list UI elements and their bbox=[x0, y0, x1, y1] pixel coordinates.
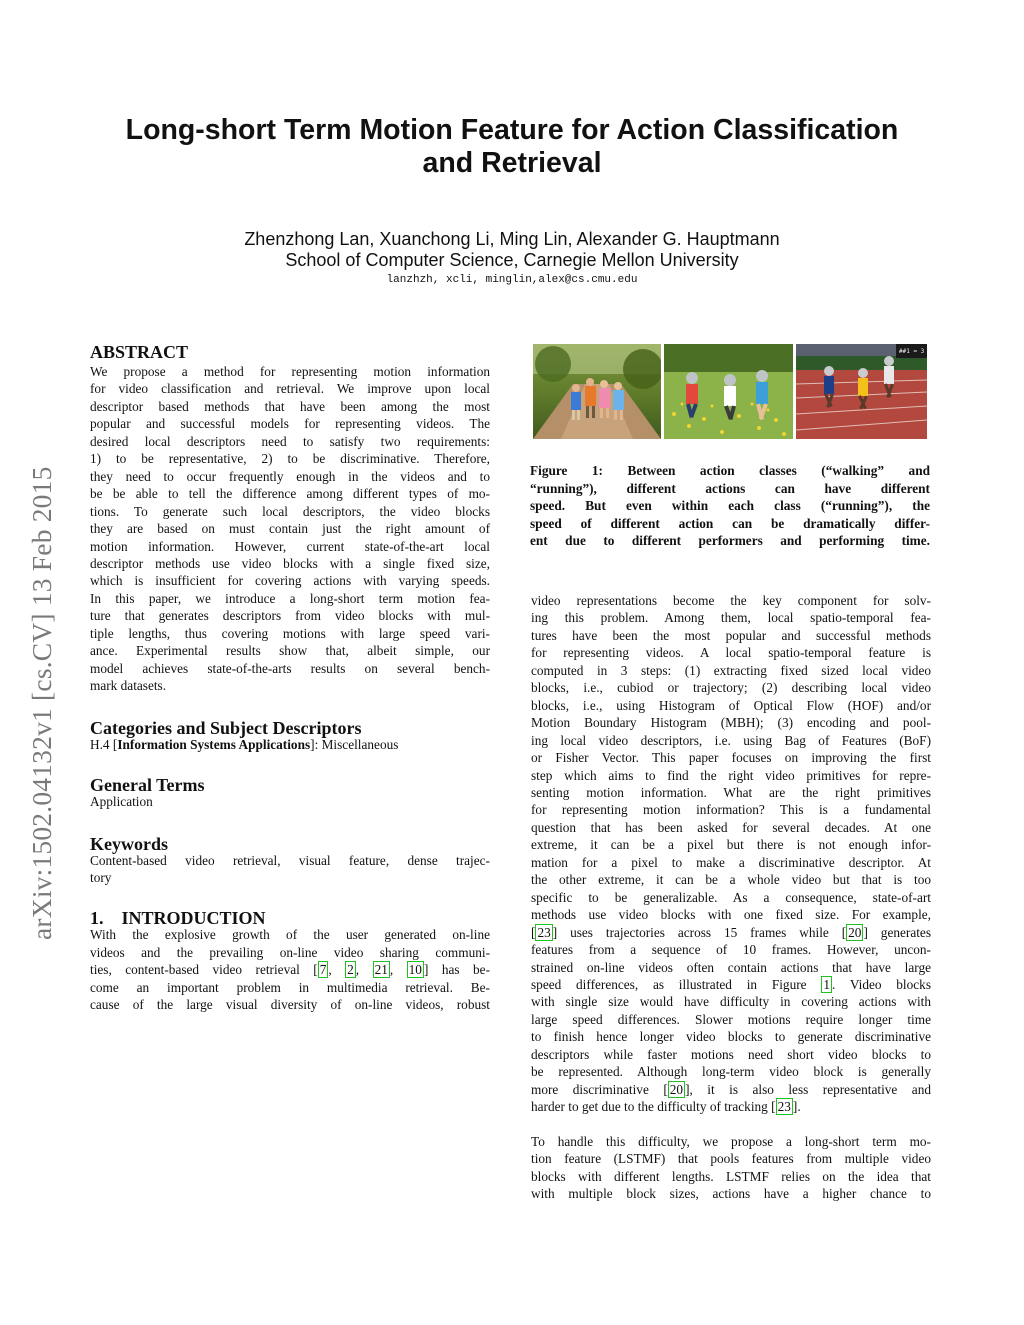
body-line: for representing motion information? This is a fundamental bbox=[531, 802, 931, 818]
affiliation: School of Computer Science, Carnegie Mellon University bbox=[285, 250, 739, 270]
citation-link[interactable]: 23 bbox=[777, 1099, 791, 1115]
abstract-line: In this paper, we introduce a long-short term motion fea- bbox=[90, 590, 490, 606]
figure-1 bbox=[533, 344, 927, 439]
arxiv-identifier: arXiv:1502.04132v1 [cs.CV] 13 Feb 2015 bbox=[26, 466, 57, 940]
figure-panel-running-field bbox=[664, 344, 793, 439]
abstract-line: desired local descriptors need to satisfy two requirements: bbox=[90, 433, 490, 449]
title-line-2: and Retrieval bbox=[422, 147, 602, 179]
walking-children-image bbox=[533, 344, 661, 439]
citation-link[interactable]: 23 bbox=[537, 924, 551, 940]
introduction-heading: 1. INTRODUCTION bbox=[90, 908, 266, 929]
abstract-heading: ABSTRACT bbox=[90, 342, 189, 362]
scoreboard-text: ##1 = 3 bbox=[899, 348, 925, 355]
body-line: large speed differences. Slower motions require longer time bbox=[531, 1011, 931, 1027]
citation-link[interactable]: 20 bbox=[848, 924, 862, 940]
abstract-line: model achieves state-of-the-arts results on several bench- bbox=[90, 660, 490, 676]
abstract-line: descriptor methods use video blocks with a single fixed size, bbox=[90, 555, 490, 571]
left-column bbox=[90, 344, 490, 1014]
body-line: video representations become the key component for solv- bbox=[531, 593, 931, 608]
body-line: harder to get due to the difficulty of tracking [ 23 ]. bbox=[531, 1099, 801, 1115]
caption-line: speed of different action can be dramatically differ- bbox=[530, 515, 930, 531]
running-track-image bbox=[796, 344, 927, 439]
intro-line: With the explosive growth of the user generated on-line bbox=[90, 927, 490, 943]
abstract-line: for video classification and retrieval. We improve upon local bbox=[90, 381, 490, 397]
caption-line: Figure 1: Between action classes (“walking” and bbox=[530, 463, 930, 478]
body-line: the other extreme, it can be a whole video but that is too bbox=[531, 872, 931, 888]
citation-link[interactable]: 20 bbox=[669, 1081, 684, 1097]
body-line: more discriminative [ 20 ], it is also less representative and bbox=[531, 1081, 931, 1097]
abstract-line: We propose a method for representing motion information bbox=[90, 364, 490, 379]
body-line: with single size would have difficulty in covering actions with bbox=[531, 994, 931, 1010]
body-line: or Fisher Vector. This paper focuses on improving the first bbox=[531, 750, 931, 766]
body-line: tion feature (LSTMF) that pools features from multiple video bbox=[531, 1151, 931, 1167]
intro-line: come an important problem in multimedia retrieval. Be- bbox=[90, 979, 490, 995]
body-line: tures have been the most popular and successful methods bbox=[531, 627, 931, 643]
abstract-line: 1) to be representative, 2) to be discriminative. Therefore, bbox=[90, 451, 490, 467]
keywords-line: tory bbox=[90, 869, 112, 885]
figure-panel-running-track bbox=[796, 344, 927, 439]
citation-link[interactable]: 2 bbox=[347, 962, 354, 978]
abstract-line: tiple lengths, thus covering motions with large speed vari- bbox=[90, 625, 490, 641]
abstract-line: ance. Experimental results show that, albeit simple, our bbox=[90, 643, 490, 659]
body-line: for representing videos. A local spatio-temporal feature is bbox=[531, 645, 931, 661]
running-field-image bbox=[664, 344, 793, 439]
body-line: blocks, i.e., using Histogram of Optical Flow (HOF) and/or bbox=[531, 697, 931, 713]
abstract-line: mark datasets. bbox=[90, 678, 167, 694]
body-line: features from a sequence of 10 frames. However, uncon- bbox=[531, 942, 931, 958]
body-line: speed differences, as illustrated in Figure 1 . Video blocks bbox=[531, 976, 931, 992]
author-emails: lanzhzh, xcli, minglin,alex@cs.cmu.edu bbox=[386, 274, 638, 286]
abstract-line: they are based on must contain just the right amount of bbox=[90, 521, 490, 537]
body-line: strained on-line videos often contain actions that have large bbox=[531, 959, 931, 975]
body-line: senting motion information. What are the right primitives bbox=[531, 784, 931, 800]
body-line: Motion Boundary Histogram (MBH); (3) encoding and pool- bbox=[531, 715, 931, 731]
body-line: step which aims to find the right video primitives for repre- bbox=[531, 767, 931, 783]
title-line-1: Long-short Term Motion Feature for Action Classification bbox=[125, 114, 899, 146]
right-column bbox=[531, 592, 931, 1202]
body-line: question that has been asked for several decades. At one bbox=[531, 819, 931, 835]
body-line: extreme, it can be a pixel but there is not enough infor- bbox=[531, 837, 931, 853]
body-line: be represented. Although long-term video block is generally bbox=[531, 1064, 931, 1080]
body-line: with multiple block sizes, actions have a higher chance to bbox=[531, 1185, 931, 1201]
abstract-line: which is insufficient for covering actions with varying speeds. bbox=[90, 573, 490, 589]
abstract-body bbox=[90, 363, 490, 695]
intro-line: cause of the large visual diversity of on-line videos, robust bbox=[90, 997, 490, 1013]
body-line: blocks with different lengths. LSTMF relies on the idea that bbox=[531, 1168, 931, 1184]
abstract-line: ture that generates descriptors from video blocks with mul- bbox=[90, 608, 490, 624]
citation-link[interactable]: 7 bbox=[319, 962, 327, 978]
body-line: To handle this difficulty, we propose a long-short term mo- bbox=[531, 1133, 931, 1149]
intro-line: ties, content-based video retrieval [ 7 , 2 , 21 , 10 ] has be- bbox=[90, 962, 490, 978]
caption-line: speed. But even within each class (“running”), the bbox=[530, 498, 930, 513]
general-terms-heading: General Terms bbox=[90, 775, 205, 796]
caption-line: ent due to different performers and performing time. bbox=[530, 533, 930, 548]
categories-text: H.4 [Information Systems Applications]: Miscellaneous bbox=[90, 736, 399, 752]
body-line: methods use video blocks with one fixed size. For example, bbox=[531, 907, 931, 923]
citation-link[interactable]: 10 bbox=[408, 962, 422, 978]
author-list: Zhenzhong Lan, Xuanchong Li, Ming Lin, Alexander G. Hauptmann bbox=[244, 229, 780, 249]
figure-ref-link[interactable]: 1 bbox=[823, 976, 830, 992]
citation-link[interactable]: 21 bbox=[374, 962, 388, 978]
body-line: to finish hence longer video blocks to generate discriminative bbox=[531, 1029, 931, 1045]
abstract-line: descriptor based methods that have been among the most bbox=[90, 398, 490, 414]
figure-1-caption bbox=[530, 462, 930, 550]
body-line: blocks, i.e., cubiod or trajectory; (2) describing local video bbox=[531, 680, 931, 696]
general-terms-text: Application bbox=[90, 794, 153, 810]
figure-panel-walking bbox=[533, 344, 661, 439]
keywords-heading: Keywords bbox=[90, 833, 168, 854]
body-line: computed in 3 steps: (1) extracting fixed sized local video bbox=[531, 662, 931, 678]
abstract-line: motion information. However, current state-of-the-art local bbox=[90, 538, 490, 554]
keywords-line: Content-based video retrieval, visual feature, dense trajec- bbox=[90, 852, 490, 868]
body-line: [ 23 ] uses trajectories across 15 frames while [ 20 ] generates bbox=[531, 924, 931, 940]
body-line: ing this problem. Among them, local spatio-temporal fea- bbox=[531, 610, 931, 626]
abstract-line: be be able to tell the difference among different types of mo- bbox=[90, 486, 490, 502]
paper-title bbox=[60, 114, 964, 180]
body-line: mation for a pixel to make a discriminative descriptor. At bbox=[531, 854, 931, 870]
body-line: ing local video descriptors, i.e. using Bag of Features (BoF) bbox=[531, 732, 931, 748]
abstract-line: they need to occur frequently enough in the videos and to bbox=[90, 468, 490, 484]
body-line: specific to be generalizable. As a consequence, state-of-art bbox=[531, 889, 931, 905]
intro-line: videos and the prevailing on-line video sharing communi- bbox=[90, 944, 490, 960]
abstract-line: popular and successful models for representing videos. The bbox=[90, 416, 490, 432]
abstract-line: tions. To generate such local descriptors, the video blocks bbox=[90, 503, 490, 519]
body-line: descriptors while faster motions need short video blocks to bbox=[531, 1046, 931, 1062]
caption-line: “running”), different actions can have different bbox=[530, 480, 930, 496]
categories-heading: Categories and Subject Descriptors bbox=[90, 717, 362, 738]
